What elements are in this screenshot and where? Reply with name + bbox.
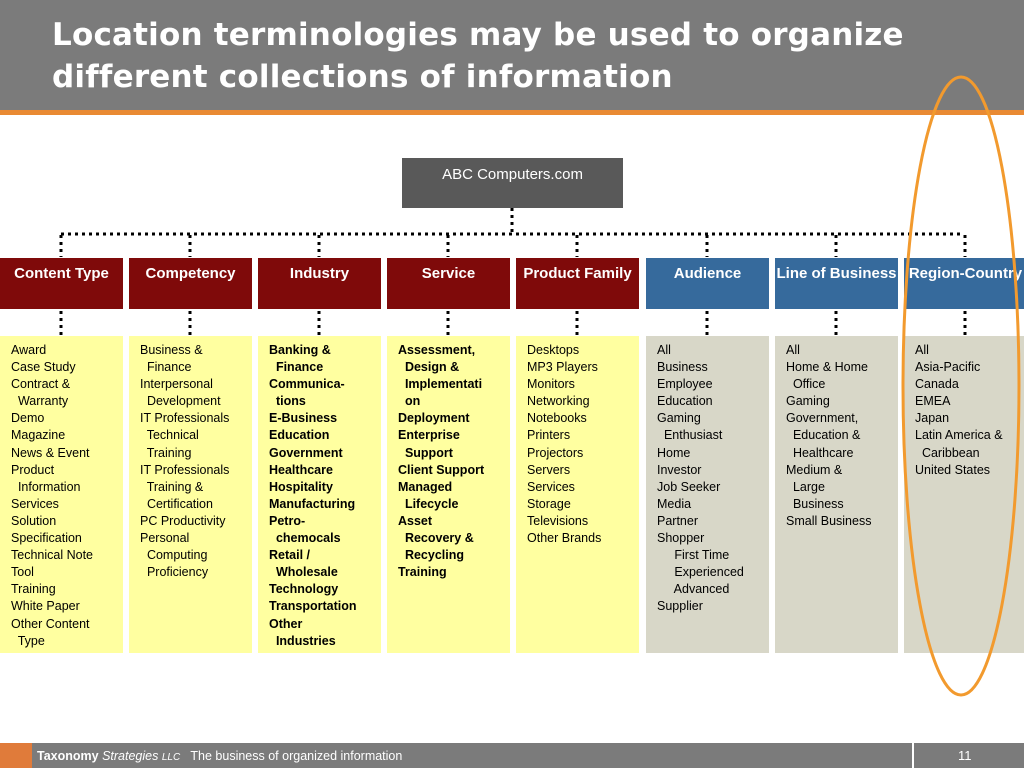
list-item: Canada (915, 377, 959, 392)
list-item: Proficiency (140, 565, 209, 580)
list-item: Communica- (269, 377, 345, 392)
list-item: Other Brands (527, 531, 602, 546)
list-item: Client Support (398, 462, 485, 477)
list-item: chemocals (269, 531, 341, 546)
list-item: Services (11, 496, 59, 511)
list-item: First Time (657, 548, 730, 563)
list-item: Specification (11, 531, 82, 546)
list-item: Managed (398, 479, 453, 494)
list-item: Education & (786, 428, 861, 443)
list-item: Servers (527, 462, 571, 477)
list-item: Certification (140, 496, 213, 511)
list-item: Shopper (657, 531, 705, 546)
list-item: Networking (527, 394, 590, 409)
list-item: Lifecycle (398, 496, 459, 511)
list-item: Business & (140, 343, 203, 357)
list-item: Education (657, 394, 713, 409)
list-item: Recovery & (398, 531, 474, 546)
list-item: Petro- (269, 513, 306, 528)
list-item: Manufacturing (269, 496, 356, 511)
list-item: tions (269, 394, 306, 409)
list-item: Technology (269, 582, 339, 597)
category-header: Competency (129, 258, 252, 309)
list-item: Employee (657, 377, 713, 392)
list-item: PC Productivity (140, 513, 226, 528)
list-item: EMEA (915, 394, 951, 409)
list-item: Latin America & (915, 428, 1003, 443)
footer-divider (912, 743, 914, 768)
list-item: Other Content (11, 616, 90, 631)
list-item: Large (786, 479, 825, 494)
category-header: Region-Country (904, 258, 1024, 309)
list-item: Tool (11, 565, 34, 580)
list-item: Asset (398, 513, 433, 528)
list-item: Enthusiast (657, 428, 723, 443)
list-item: Product (11, 462, 55, 477)
list-item: Gaming (786, 394, 830, 409)
list-item: Assessment, (398, 343, 476, 357)
brand-llc: LLC (161, 752, 181, 763)
category-header: Audience (646, 258, 769, 309)
category-header: Product Family (516, 258, 639, 309)
list-item: IT Professionals (140, 411, 230, 426)
list-item: Training & (140, 479, 204, 494)
list-item: Small Business (786, 513, 872, 528)
list-item: Investor (657, 462, 702, 477)
list-item: All (657, 343, 671, 357)
list-item: on (398, 394, 421, 409)
list-item: Training (11, 582, 56, 597)
category-header: Service (387, 258, 510, 309)
list-item: Finance (269, 360, 324, 375)
list-item: Healthcare (786, 445, 854, 460)
brand-name: Taxonomy (37, 749, 99, 763)
list-item: Notebooks (527, 411, 587, 426)
category-header: Content Type (0, 258, 123, 309)
list-item: Office (786, 377, 826, 392)
list-item: Experienced (657, 565, 744, 580)
list-item: All (786, 343, 800, 357)
list-item: Contract & (11, 377, 71, 392)
list-item: Finance (140, 360, 192, 375)
footer-brand (37, 749, 402, 763)
list-item: Televisions (527, 513, 589, 528)
list-item: Government, (786, 411, 859, 426)
list-item: Technical (140, 428, 199, 443)
list-item: Recycling (398, 548, 464, 563)
list-item: Computing (140, 548, 208, 563)
root-node: ABC Computers.com (402, 158, 623, 208)
list-item: E-Business (269, 411, 338, 426)
slide-title: Location terminologies may be used to organize different collections of information (52, 17, 904, 95)
list-item: Development (140, 394, 221, 409)
list-item: Supplier (657, 599, 703, 614)
list-item: Banking & (269, 343, 331, 357)
list-item: Training (398, 565, 447, 580)
list-item: Personal (140, 531, 190, 546)
category-header: Line of Business (775, 258, 898, 309)
list-item: Printers (527, 428, 571, 443)
brand-italic: Strategies (102, 749, 159, 763)
list-item: Support (398, 445, 453, 460)
list-item: IT Professionals (140, 462, 230, 477)
list-item: Wholesale (269, 565, 338, 580)
list-item: Deployment (398, 411, 470, 426)
list-item: MP3 Players (527, 360, 598, 375)
list-item: News & Event (11, 445, 90, 460)
list-item: Industries (269, 633, 336, 648)
list-item: Projectors (527, 445, 584, 460)
list-item: Gaming (657, 411, 701, 426)
list-item: Technical Note (11, 548, 93, 563)
list-item: Healthcare (269, 462, 333, 477)
list-item: Type (11, 633, 45, 648)
list-item: Medium & (786, 462, 843, 477)
list-item: Education (269, 428, 330, 443)
list-item: Business (786, 496, 844, 511)
list-item: Implementati (398, 377, 483, 392)
footer-tagline: The business of organized information (190, 749, 403, 763)
list-item: Magazine (11, 428, 66, 443)
list-item: Demo (11, 411, 45, 426)
list-item: Government (269, 445, 343, 460)
list-item: Warranty (11, 394, 69, 409)
list-item: Case Study (11, 360, 76, 375)
list-item: Solution (11, 513, 57, 528)
list-item: Hospitality (269, 479, 333, 494)
list-item: United States (915, 462, 991, 477)
list-item: Home (657, 445, 691, 460)
list-item: Enterprise (398, 428, 460, 443)
list-item: All (915, 343, 929, 357)
page-number: 11 (958, 748, 972, 763)
company-logo (0, 743, 32, 768)
list-item: Media (657, 496, 692, 511)
list-item: Desktops (527, 343, 580, 357)
list-item: Other (269, 616, 303, 631)
list-item: Training (140, 445, 192, 460)
list-item: Design & (398, 360, 460, 375)
list-item: Asia-Pacific (915, 360, 981, 375)
list-item: Services (527, 479, 575, 494)
list-item: Job Seeker (657, 479, 721, 494)
list-item: Advanced (657, 582, 730, 597)
list-item: Home & Home (786, 360, 868, 375)
list-item: Interpersonal (140, 377, 213, 392)
list-item: Storage (527, 496, 571, 511)
list-item: Retail / (269, 548, 310, 563)
list-item: Business (657, 360, 708, 375)
list-item: Japan (915, 411, 950, 426)
list-item: Transportation (269, 599, 357, 614)
category-header: Industry (258, 258, 381, 309)
list-item: Partner (657, 513, 698, 528)
list-item: Monitors (527, 377, 575, 392)
list-item: Caribbean (915, 445, 980, 460)
list-item: White Paper (11, 599, 80, 614)
list-item: Information (11, 479, 81, 494)
list-item: Award (11, 343, 47, 357)
